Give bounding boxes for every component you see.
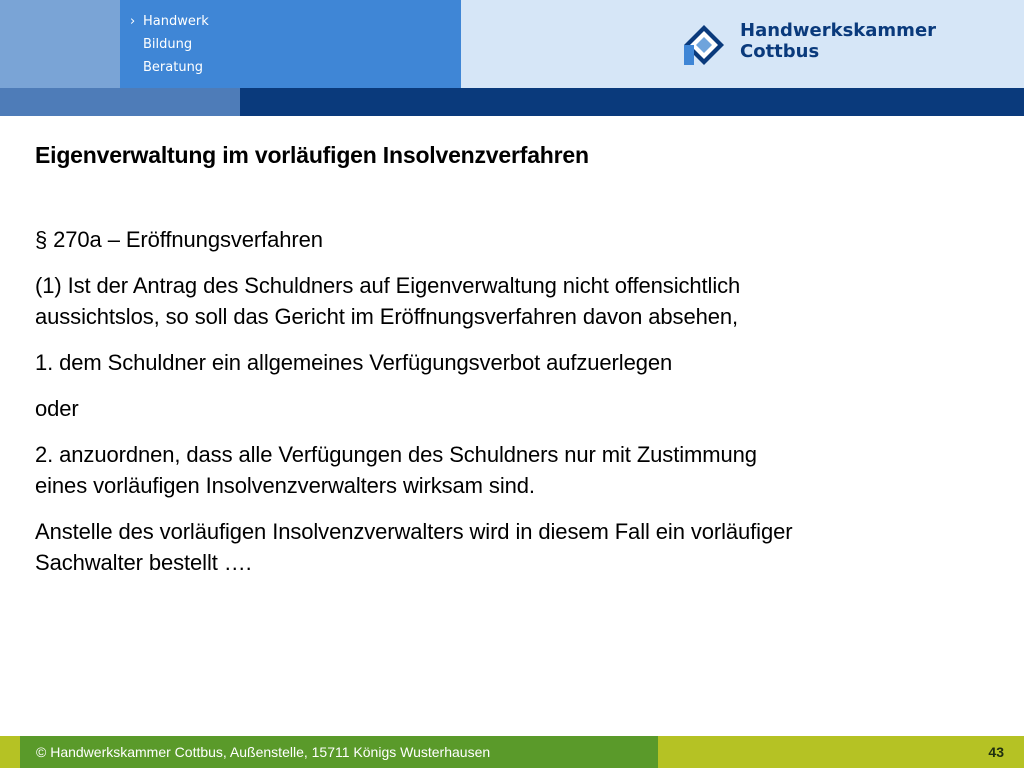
nav-item-label: Handwerk bbox=[143, 14, 209, 29]
organization-name-line1: Handwerkskammer bbox=[740, 20, 937, 41]
slide-title: Eigenverwaltung im vorläufigen Insolvenzverfahren bbox=[35, 142, 589, 168]
nav-item-bildung[interactable] bbox=[130, 33, 209, 56]
nav-item-label: Bildung bbox=[143, 37, 193, 52]
nav-item-handwerk[interactable] bbox=[130, 10, 209, 33]
footer-copyright: © Handwerkskammer Cottbus, Außenstelle, 15711 Königs Wusterhausen bbox=[36, 744, 491, 760]
chevron-right-icon: › bbox=[130, 14, 136, 29]
paragraph-section-heading: § 270a – Eröffnungsverfahren bbox=[35, 227, 323, 252]
paragraph-item-2: 2. anzuordnen, dass alle Verfügungen des Schuldners nur mit Zustimmung eines vorläufigen Insolvenzverwalters wirksam sind. bbox=[35, 442, 757, 498]
header-left-block bbox=[0, 0, 120, 88]
organization-name-line2: Cottbus bbox=[740, 41, 820, 62]
nav-item-beratung[interactable] bbox=[130, 56, 209, 79]
footer-lime-band bbox=[658, 736, 1024, 768]
paragraph-clause-1: (1) Ist der Antrag des Schuldners auf Eigenverwaltung nicht offensichtlich aussichtslos, so soll das Gericht im Eröffnungsverfahren davon absehen, bbox=[35, 273, 741, 329]
paragraph-item-1: 1. dem Schuldner ein allgemeines Verfügungsverbot aufzuerlegen bbox=[35, 350, 673, 375]
slide-body bbox=[35, 224, 995, 593]
handwerkskammer-logo-icon bbox=[684, 25, 724, 65]
header-band-right bbox=[240, 88, 1024, 116]
header-nav bbox=[130, 10, 209, 79]
paragraph-sachwalter: Anstelle des vorläufigen Insolvenzverwalters wird in diesem Fall ein vorläufiger Sachwalter bestellt …. bbox=[35, 519, 793, 575]
footer-left-strip bbox=[0, 736, 20, 768]
paragraph-or: oder bbox=[35, 396, 79, 421]
page-number: 43 bbox=[988, 744, 1004, 760]
header-band-left bbox=[0, 88, 240, 116]
nav-item-label: Beratung bbox=[143, 60, 204, 75]
organization-name bbox=[740, 20, 936, 62]
